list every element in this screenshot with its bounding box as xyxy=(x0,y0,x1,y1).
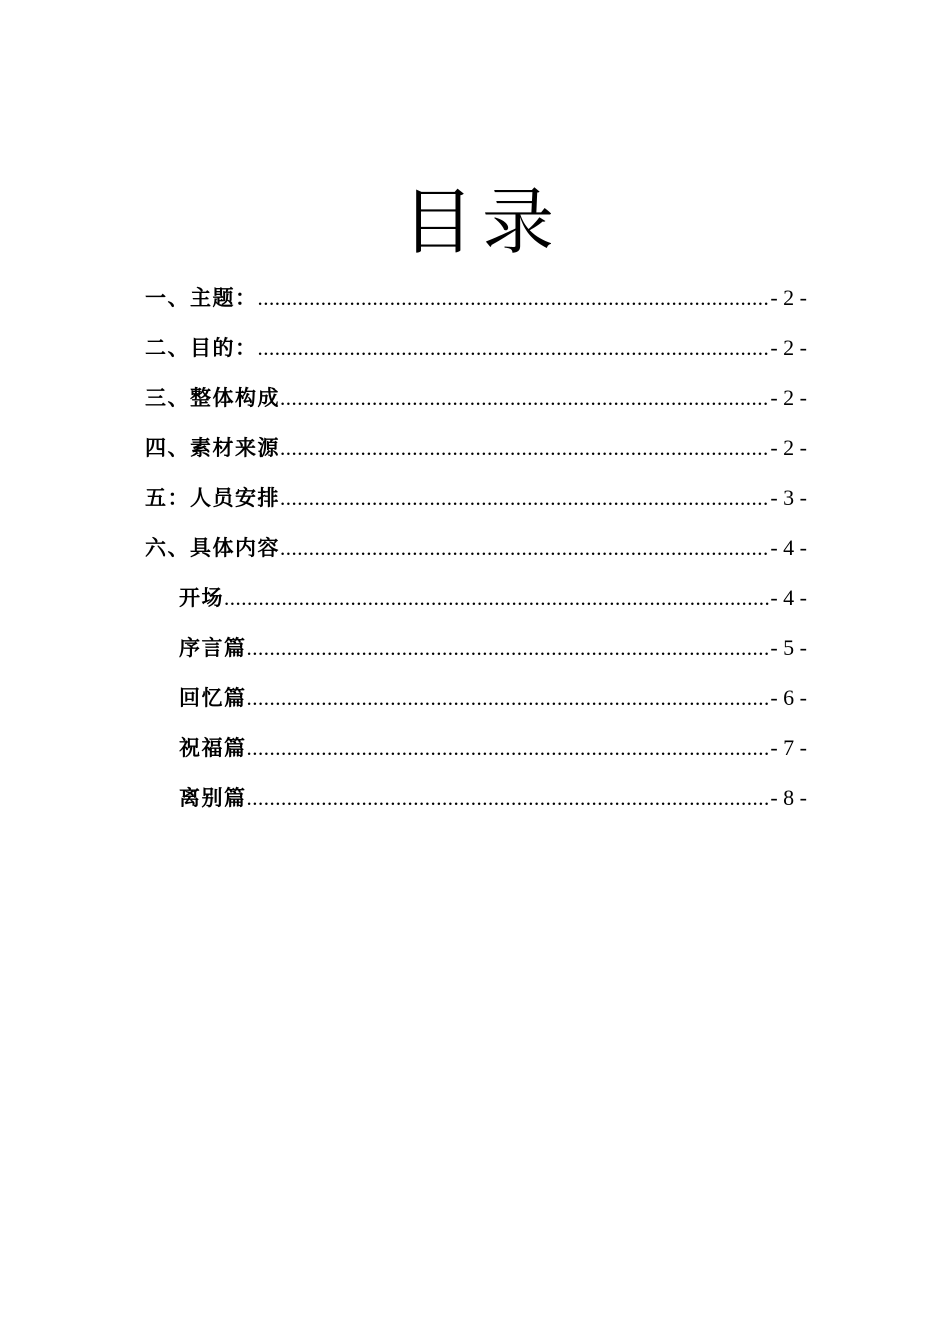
toc-page-number: - 7 - xyxy=(770,735,807,760)
toc-dot-leader xyxy=(258,273,771,323)
toc-entry-label: 序言篇 xyxy=(179,635,247,660)
toc-entry-label: 三、整体构成 xyxy=(145,385,280,410)
toc-entry-farewell[interactable] xyxy=(145,773,807,823)
toc-page-number: - 4 - xyxy=(770,585,807,610)
toc-page-number: - 2 - xyxy=(770,285,807,310)
toc-page-number: - 2 - xyxy=(770,335,807,360)
toc-page-number: - 8 - xyxy=(770,785,807,810)
toc-dot-leader xyxy=(247,723,771,773)
toc-entry-purpose[interactable] xyxy=(145,323,807,373)
page-title: 目录 xyxy=(401,180,562,264)
toc-page-number: - 5 - xyxy=(770,635,807,660)
toc-entry-label: 祝福篇 xyxy=(179,735,247,760)
toc-entry-blessings[interactable] xyxy=(145,723,807,773)
toc-entry-label: 二、目的： xyxy=(145,335,258,360)
toc-dot-leader xyxy=(247,623,771,673)
toc-entry-label: 开场 xyxy=(179,585,224,610)
toc-entry-staffing[interactable] xyxy=(145,473,807,523)
table-of-contents xyxy=(145,273,807,823)
toc-dot-leader xyxy=(258,323,771,373)
toc-page-number: - 4 - xyxy=(770,535,807,560)
toc-dot-leader xyxy=(280,523,770,573)
toc-dot-leader xyxy=(247,673,771,723)
toc-entry-label: 一、主题： xyxy=(145,285,258,310)
toc-dot-leader xyxy=(280,373,770,423)
toc-dot-leader xyxy=(247,773,771,823)
toc-dot-leader xyxy=(280,423,770,473)
toc-page-number: - 6 - xyxy=(770,685,807,710)
toc-entry-label: 五：人员安排 xyxy=(145,485,280,510)
toc-entry-label: 四、素材来源 xyxy=(145,435,280,460)
toc-entry-label: 回忆篇 xyxy=(179,685,247,710)
toc-entry-material-sources[interactable] xyxy=(145,423,807,473)
toc-page-number: - 3 - xyxy=(770,485,807,510)
toc-entry-label: 离别篇 xyxy=(179,785,247,810)
toc-page-number: - 2 - xyxy=(770,385,807,410)
toc-entry-theme[interactable] xyxy=(145,273,807,323)
toc-entry-label: 六、具体内容 xyxy=(145,535,280,560)
toc-entry-specific-content[interactable] xyxy=(145,523,807,573)
toc-entry-opening[interactable] xyxy=(145,573,807,623)
toc-dot-leader xyxy=(224,573,770,623)
toc-dot-leader xyxy=(280,473,770,523)
toc-entry-overall-structure[interactable] xyxy=(145,373,807,423)
toc-entry-preface[interactable] xyxy=(145,623,807,673)
toc-page-number: - 2 - xyxy=(770,435,807,460)
toc-entry-memories[interactable] xyxy=(145,673,807,723)
